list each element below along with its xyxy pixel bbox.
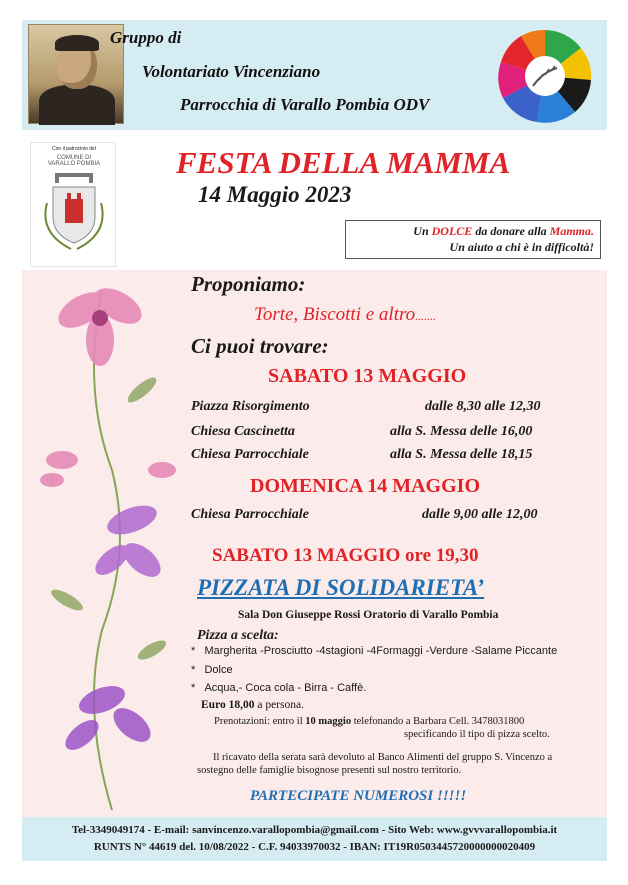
offerta-dots: ....... [415,309,437,323]
crest-caption: Con il patrocinio del [52,146,96,152]
dolce-callout [345,220,601,259]
domenica-heading: DOMENICA 14 MAGGIO [250,475,480,497]
sabato-row-place: Piazza Risorgimento [191,399,310,414]
comune-crest [30,142,116,267]
dolce-text-b: DOLCE [431,224,473,238]
crest-ring-text: COMUNE DI VARALLO POMBIA [47,155,101,167]
prenotazioni-deadline: 10 maggio [305,716,352,727]
menu-item: * Acqua,- Coca cola - Birra - Caffè. [191,682,367,694]
sabato-row-time: alla S. Messa delle 16,00 [390,424,533,439]
colorful-wheel-logo [493,28,597,124]
flower-garland-illustration [22,270,192,818]
dolce-text-d: Mamma. [549,224,594,238]
proponiamo-heading: Proponiamo: [191,272,306,296]
header-line-1: Gruppo di [110,28,182,47]
dolce-line-1 [346,223,594,239]
menu-item-text: Acqua,- Coca cola - Birra - Caffè. [204,682,367,694]
dolce-line-2: Un aiuto a chi è in difficoltà! [449,240,594,254]
pizza-scelta-heading: Pizza a scelta: [197,628,279,643]
sabato-row-time: alla S. Messa delle 18,15 [390,447,533,462]
menu-item-text: Dolce [204,664,233,676]
prenotazioni-line-1 [214,716,524,727]
domenica-row-time: dalle 9,00 alle 12,00 [422,507,538,522]
footer-registry-line: RUNTS N° 44619 del. 10/08/2022 - C.F. 94033970032 - IBAN: IT19R0503445720000000020409 [93,841,536,853]
offerta-text [254,304,436,326]
header-line-2: Volontariato Vincenziano [142,62,321,81]
footer-contacts [22,817,607,861]
menu-item-text: Margherita -Prosciutto -4stagioni -4Formaggi -Verdure -Salame Piccante [204,645,558,657]
sala-location: Sala Don Giuseppe Rossi Oratorio di Varallo Pombia [238,609,499,621]
sabato-heading: SABATO 13 MAGGIO [268,365,467,387]
event-date: 14 Maggio 2023 [198,182,352,207]
prenotazioni-line-2: specificando il tipo di pizza scelto. [404,729,550,740]
dolce-text-a: Un [413,224,432,238]
menu-item: * Dolce [191,664,233,676]
offerta-items: Torte, Biscotti e altro [254,304,416,325]
prenotazioni-text-a: Prenotazioni: entro il [214,716,306,727]
pizzata-heading: PIZZATA DI SOLIDARIETA’ [197,575,485,600]
euro-amount: Euro 18,00 [201,699,255,711]
portrait-cap [55,35,99,51]
sabato-row-time: dalle 8,30 alle 12,30 [425,399,541,414]
sabato-row-place: Chiesa Cascinetta [191,424,295,439]
portrait-robe [39,85,115,125]
menu-item: * Margherita -Prosciutto -4stagioni -4Formaggi -Verdure -Salame Piccante [191,645,558,657]
dolce-text-c: da donare alla [472,224,550,238]
footer-contact-line: Tel-3349049174 - E-mail: sanvincenzo.varallopombia@gmail.com - Sito Web: www.gvvvarallopombia.it [71,824,558,836]
header-banner [22,20,607,130]
partecipate-banner: PARTECIPATE NUMEROSI !!!!! [250,788,467,804]
ci-puoi-heading: Ci puoi trovare: [191,334,329,358]
header-line-3: Parrocchia di Varallo Pombia ODV [180,95,430,114]
sabato-row-place: Chiesa Parrocchiale [191,447,309,462]
event-title: FESTA DELLA MAMMA [176,145,511,180]
ricavato-line-2: sostegno delle famiglie bisognose presenti sul nostro territorio. [197,765,462,776]
domenica-row-place: Chiesa Parrocchiale [191,507,309,522]
coat-of-arms-icon [31,143,117,268]
euro-price [201,699,304,711]
pizza-date-heading: SABATO 13 MAGGIO ore 19,30 [212,545,479,566]
prenotazioni-text-c: telefonando a Barbara Cell. 3478031800 [351,716,525,727]
euro-note: a persona. [254,699,304,711]
ricavato-line-1: Il ricavato della serata sarà devoluto al Banco Alimenti del gruppo S. Vincenzo a [213,752,553,763]
